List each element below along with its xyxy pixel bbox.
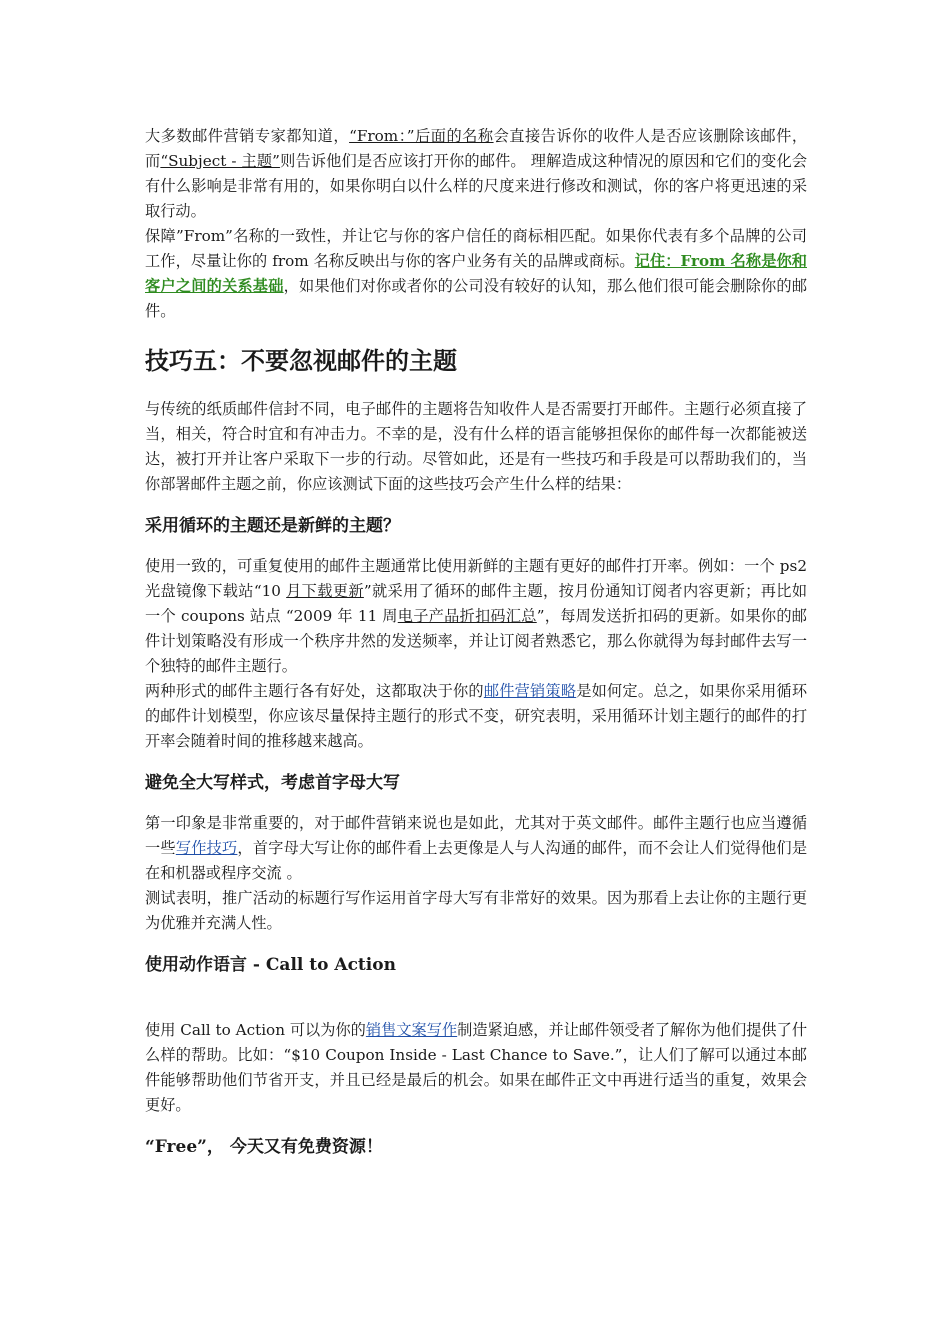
text-run: ，如果他们对你或者你的公司没有较好的认知，那么他们很可能会删除你的邮件。 [145,277,808,320]
recurring-paragraph-2 [145,679,807,754]
call-to-action-paragraph [145,1018,807,1118]
text-run: 大多数邮件营销专家都知道， [145,127,350,145]
text-run: 保障”From”名称的一致性，并让它与你的客户信任的商标相匹配。如果你代表有多个品牌的公司工作，尽量让你的 from 名称反映出与你的客户业务有关的品牌或商标。 [145,227,807,270]
subsection-title-free: “Free”， 今天又有免费资源！ [145,1137,383,1157]
discount-code-link[interactable]: 电子产品折扣码汇总 [397,607,537,625]
document-page [145,124,807,1159]
section-paragraph: 与传统的纸质邮件信封不同，电子邮件的主题将告知收件人是否需要打开邮件。主题行必须直接了当，相关，符合时宜和有冲击力。不幸的是，没有什么样的语言能够担保你的邮件每一次都能被送达，被打开并让客户采取下一步的行动。尽管如此，还是有一些技巧和手段是可以帮助我们的，当你部署邮件主题之前，你应该测试下面的这些技巧会产生什么样的结果： [145,400,807,493]
intro-paragraph-1 [145,124,807,224]
text-run: 使用 Call to Action 可以为你的 [145,1021,366,1039]
subsection-title-call-to-action: 使用动作语言 - Call to Action [145,955,396,975]
email-marketing-strategy-link[interactable]: 邮件营销策略 [483,682,577,700]
recurring-paragraph-1 [145,554,807,679]
text-run: 会直接告诉你的收件人是否应该删除该邮件，而 [145,127,808,170]
remember-note: 记住：From 名称是你和客户之间的关系基础 [145,252,807,295]
subject-underlined: “Subject - 主题” [160,152,280,170]
sales-copywriting-link[interactable]: 销售文案写作 [365,1021,458,1039]
text-run: 则告诉他们是否应该打开你的邮件。 理解造成这种情况的原因和它们的变化会有什么影响是非常有用的，如果你明白以什么样的尺度来进行修改和测试，你的客户将更迅速的采取行动。 [145,152,808,220]
intro-paragraph-2 [145,224,807,324]
from-name-underlined: “From：”后面的名称 [349,127,494,145]
download-update-link[interactable]: 月下载更新 [286,582,364,600]
text-run: 两种形式的邮件主题行各有好处，这都取决于你的 [145,682,484,700]
text-run: 使用一致的，可重复使用的邮件主题通常比使用新鲜的主题有更好的邮件打开率。例如：一个 ps2 光盘镜像下载站“10 [145,557,807,600]
text-run: ，首字母大写让你的邮件看上去更像是人与人沟通的邮件，而不会让人们觉得他们是在和机器或程序交流 。 [145,839,808,882]
subsection-title-capitalization: 避免全大写样式，考虑首字母大写 [145,773,400,793]
text-run: 是如何定。总之，如果你采用循环的邮件计划模型，你应该尽量保持主题行的形式不变，研究表明，采用循环计划主题行的邮件的打开率会随着时间的推移越来越高。 [145,682,808,750]
text-run: ”，每周发送折扣码的更新。如果你的邮件计划策略没有形成一个秩序井然的发送频率，并让订阅者熟悉它，那么你就得为每封邮件去写一个独特的邮件主题行。 [145,607,807,675]
subsection-title-recurring: 采用循环的主题还是新鲜的主题？ [145,516,400,536]
text-run: ”就采用了循环的邮件主题，按月份通知订阅者内容更新；再比如一个 coupons 站点 “2009 年 11 周 [145,582,808,625]
writing-tips-link[interactable]: 写作技巧 [175,839,238,857]
text-run: 第一印象是非常重要的，对于邮件营销来说也是如此，尤其对于英文邮件。邮件主题行也应当遵循一些 [145,814,807,857]
capitalization-paragraph-1 [145,811,807,886]
text-run: 制造紧迫感，并让邮件领受者了解你为他们提供了什么样的帮助。比如：“$10 Coupon Inside - Last Chance to Save.”，让人们了解可以通过本邮件能够帮助他们节省开支，并且已经是最后的机会。如果在邮件正文中再进行适当的重复，效果会更好。 [145,1021,808,1114]
capitalization-paragraph-2: 测试表明，推广活动的标题行写作运用首字母大写有非常好的效果。因为那看上去让你的主题行更为优雅并充满人性。 [145,889,807,932]
section-title: 技巧五：不要忽视邮件的主题 [145,346,457,375]
